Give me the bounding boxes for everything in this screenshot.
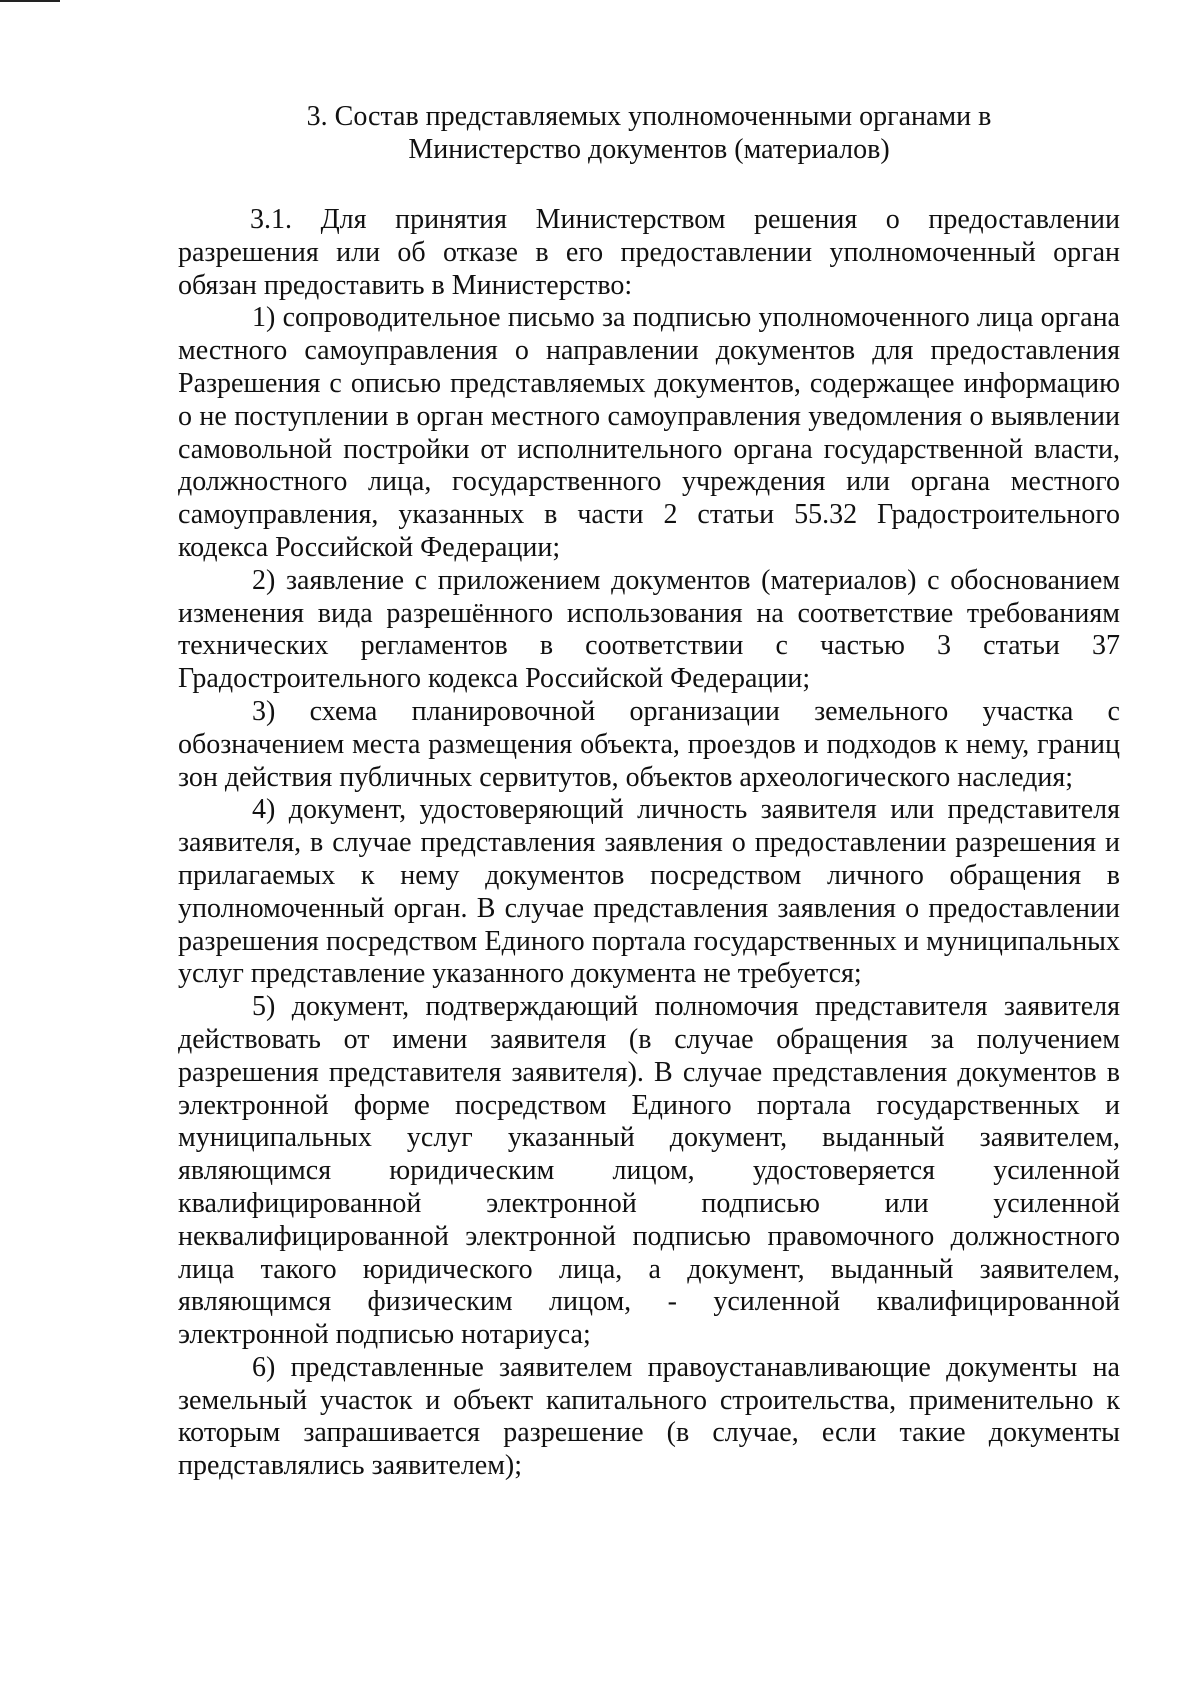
- section-heading-line-1: 3. Состав представляемых уполномоченными органами в: [306, 101, 992, 132]
- list-item-3: 3) схема планировочной организации земельного участка с обозначением места размещения объекта, проездов и подходов к нему, границ зон действия публичных сервитутов, объектов археологического наследия;: [178, 695, 1120, 793]
- list-item-6: 6) представленные заявителем правоустанавливающие документы на земельный участок и объект капитального строительства, применительно к которым запрашивается разрешение (в случае, если такие документы представлялись заявителем);: [178, 1351, 1120, 1482]
- list-item-5: 5) документ, подтверждающий полномочия представителя заявителя действовать от имени заявителя (в случае обращения за получением разрешения представителя заявителя). В случае представления документов в электронной форме посредством Единого портала государственных и муниципальных услуг указанный документ, выданный заявителем, являющимся юридическим лицом, удостоверяется усиленной квалифицированной электронной подписью или усиленной неквалифицированной электронной подписью правомочного должностного лица такого юридического лица, а документ, выданный заявителем, являющимся физическим лицом, - усиленной квалифицированной электронной подписью нотариуса;: [178, 991, 1120, 1351]
- list-item-1: 1) сопроводительное письмо за подписью уполномоченного лица органа местного самоуправления о направлении документов для предоставления Разрешения с описью представляемых документов, содержащее информацию о не поступлении в орган местного самоуправления уведомления о выявлении самовольной постройки от исполнительного органа государственной власти, должностного лица, государственного учреждения или органа местного самоуправления, указанных в части 2 статьи 55.32 Градостроительного кодекса Российской Федерации;: [178, 302, 1120, 563]
- list-item-4: 4) документ, удостоверяющий личность заявителя или представителя заявителя, в случае представления заявления о предоставлении разрешения и прилагаемых к нему документов посредством личного обращения в уполномоченный орган. В случае представления заявления о предоставлении разрешения посредством Единого портала государственных и муниципальных услуг представление указанного документа не требуется;: [178, 794, 1120, 990]
- scan-edge-mark: [0, 0, 60, 2]
- list-item-2: 2) заявление с приложением документов (материалов) с обоснованием изменения вида разрешённого использования на соответствие требованиям технических регламентов в соответствии с частью 3 статьи 37 Градостроительного кодекса Российской Федерации;: [178, 564, 1120, 695]
- intro-paragraph: 3.1. Для принятия Министерством решения о предоставлении разрешения или об отказе в его предоставлении уполномоченный орган обязан предоставить в Министерство:: [178, 204, 1120, 301]
- document-page: [178, 100, 1120, 1483]
- section-heading-line-2: Министерство документов (материалов): [408, 134, 890, 165]
- section-heading: [178, 100, 1120, 166]
